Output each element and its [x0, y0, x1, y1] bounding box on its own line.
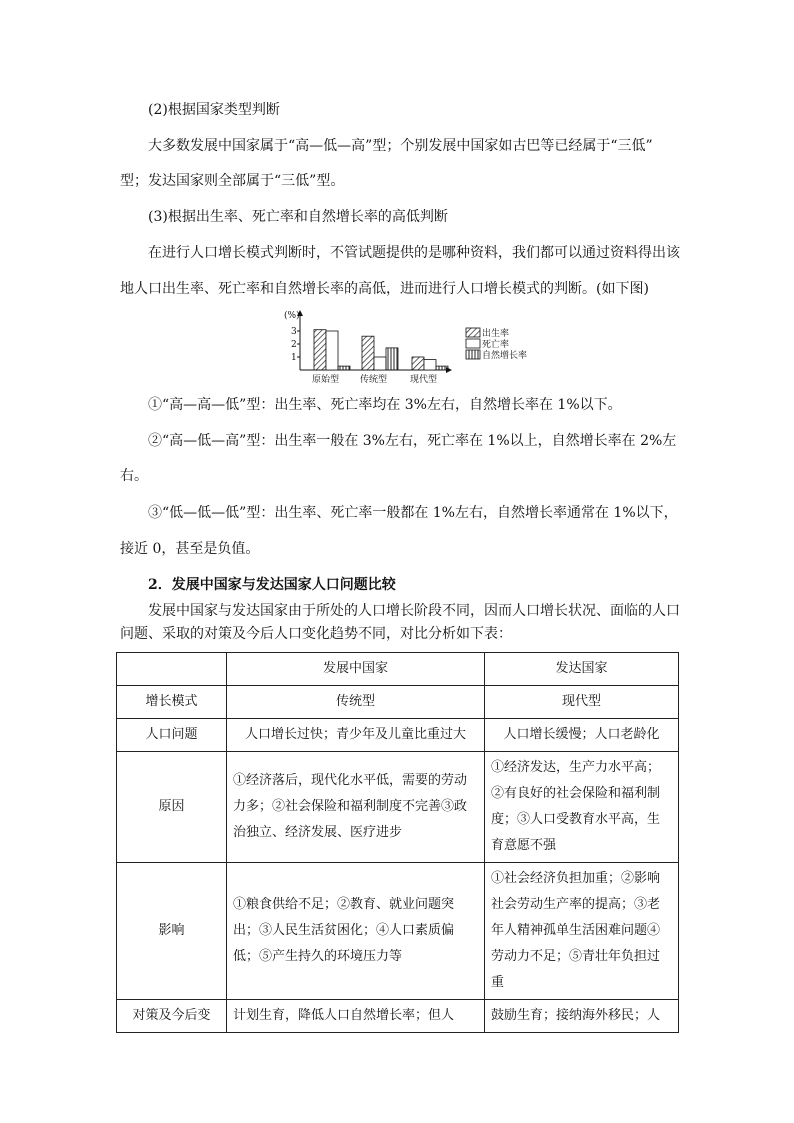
- legend-label: 自然增长率: [482, 351, 528, 361]
- table-cell: 计划生育，降低人口自然增长率；但人: [227, 1000, 485, 1033]
- bar: [412, 357, 424, 370]
- table-header-cell: 发达国家: [485, 653, 679, 686]
- x-tick-label: 原始型: [312, 375, 340, 385]
- item-high-low-high-line2: 右。: [120, 468, 148, 484]
- y-axis-label: (%): [284, 311, 300, 321]
- table-header-cell: [117, 653, 227, 686]
- item-low-low-low-line1: ③“低—低—低”型：出生率、死亡率一般都在 1%左右，自然增长率通常在 1%以下，: [148, 505, 678, 521]
- table-row: [117, 863, 679, 1000]
- y-tick-label: 3: [291, 327, 297, 337]
- table-header-row: [117, 653, 679, 686]
- row-label: 人口问题: [117, 719, 227, 752]
- table-cell: 鼓励生育；接纳海外移民；人: [485, 1000, 679, 1033]
- part2-heading: 2．发展中国家与发达国家人口问题比较: [148, 577, 396, 593]
- bar: [362, 336, 374, 370]
- table-cell: ①社会经济负担加重；②影响社会劳动生产率的提高；③老年人精神孤单生活困难问题④劳动力不足；⑤青壮年负担过重: [485, 863, 679, 1000]
- section2-text-line2: 型；发达国家则全部属于“三低”型。: [120, 173, 345, 189]
- table-row: [117, 719, 679, 752]
- legend-label: 出生率: [482, 329, 510, 339]
- x-tick-label: 传统型: [360, 375, 388, 385]
- legend-label: 死亡率: [482, 340, 510, 350]
- row-label: 原因: [117, 752, 227, 863]
- comparison-table: [116, 652, 679, 1033]
- section3-text-line2: 地人口出生率、死亡率和自然增长率的高低，进而进行人口增长模式的判断。(如下图): [120, 281, 649, 297]
- bar: [436, 366, 448, 370]
- table-row: [117, 1000, 679, 1033]
- part2-text-line1: 发展中国家与发达国家由于所处的人口增长阶段不同，因而人口增长状况、面临的人口: [148, 603, 680, 619]
- section3-heading: (3)根据出生率、死亡率和自然增长率的高低判断: [148, 209, 448, 225]
- row-label: 增长模式: [117, 686, 227, 719]
- table-cell: ①经济发达，生产力水平高；②有良好的社会保险和福利制度；③人口受教育水平高，生育意愿不强: [485, 752, 679, 863]
- bar: [424, 360, 436, 370]
- table-row: [117, 752, 679, 863]
- row-label: 影响: [117, 863, 227, 1000]
- part2-text-line2: 问题、采取的对策及今后人口变化趋势不同，对比分析如下表：: [120, 626, 512, 642]
- bar: [326, 331, 338, 370]
- legend-swatch: [466, 339, 480, 348]
- y-tick-label: 2: [291, 340, 297, 350]
- table-cell: 人口增长缓慢；人口老龄化: [485, 719, 679, 752]
- y-tick-label: 1: [291, 353, 297, 363]
- item-high-high-low: ①“高—高—低”型：出生率、死亡率均在 3%左右，自然增长率在 1%以下。: [148, 397, 622, 413]
- section2-heading: (2)根据国家类型判断: [148, 102, 280, 118]
- table-cell: 现代型: [485, 686, 679, 719]
- table-cell: ①经济落后，现代化水平低，需要的劳动力多；②社会保险和福利制度不完善③政治独立、经济发展、医疗进步: [227, 752, 485, 863]
- bar: [374, 357, 386, 370]
- section3-text-line1: 在进行人口增长模式判断时，不管试题提供的是哪种资料，我们都可以通过资料得出该: [148, 245, 680, 261]
- table-cell: 人口增长过快；青少年及儿童比重过大: [227, 719, 485, 752]
- table-row: [117, 686, 679, 719]
- item-low-low-low-line2: 接近 0，甚至是负值。: [120, 541, 260, 557]
- bar: [314, 330, 326, 370]
- bar: [386, 348, 398, 370]
- table-header-cell: 发展中国家: [227, 653, 485, 686]
- bar: [338, 366, 350, 370]
- legend-swatch: [466, 350, 480, 359]
- x-tick-label: 现代型: [410, 375, 438, 385]
- item-high-low-high-line1: ②“高—低—高”型：出生率一般在 3%左右，死亡率在 1%以上，自然增长率在 2%左: [148, 433, 677, 449]
- population-growth-bar-chart: [270, 308, 570, 388]
- table-cell: ①粮食供给不足；②教育、就业问题突出；③人民生活贫困化；④人口素质偏低；⑤产生持久的环境压力等: [227, 863, 485, 1000]
- table-cell: 传统型: [227, 686, 485, 719]
- section2-text-line1: 大多数发展中国家属于“高—低—高”型；个别发展中国家如古巴等已经属于“三低”: [148, 138, 653, 154]
- row-label: 对策及今后变: [117, 1000, 227, 1033]
- legend-swatch: [466, 328, 480, 337]
